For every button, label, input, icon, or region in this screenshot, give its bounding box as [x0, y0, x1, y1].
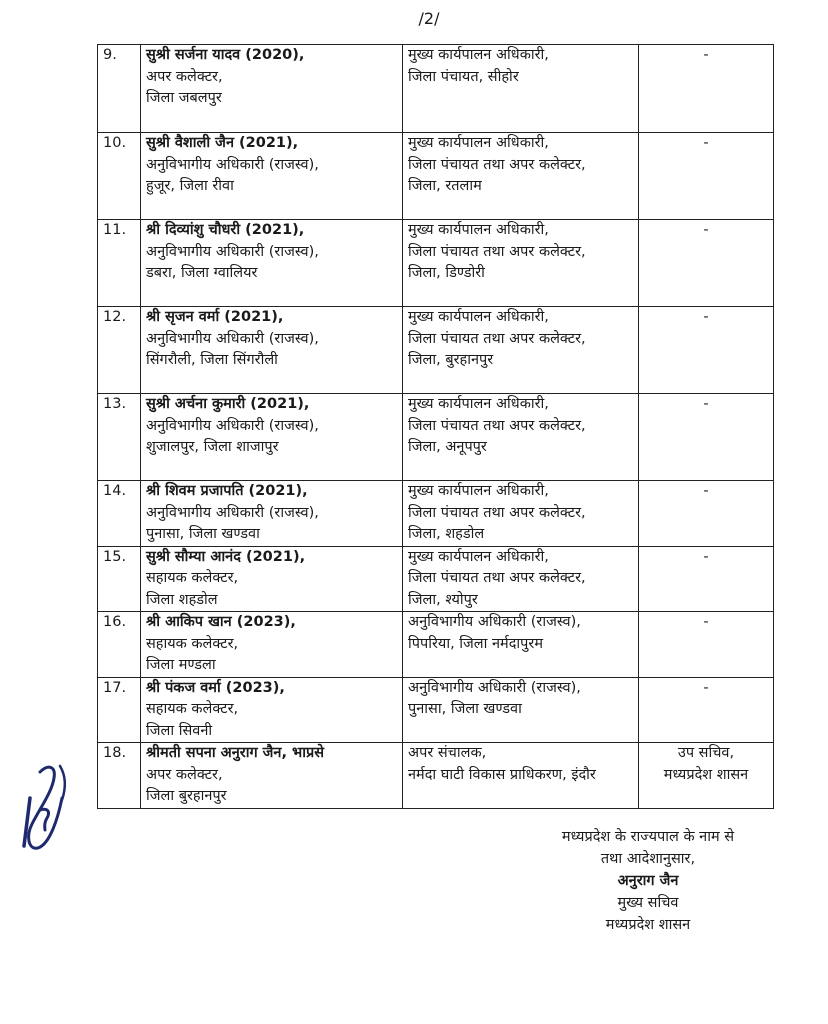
- new-posting-line: पुनासा, जिला खण्डवा: [408, 701, 522, 717]
- table-row: [98, 307, 774, 394]
- additional-charge-cell: [639, 481, 774, 547]
- officer-name: श्री सृजन वर्मा (2021),: [146, 309, 284, 325]
- serial-number-cell: 11.: [98, 220, 141, 307]
- new-posting-cell: [403, 743, 639, 809]
- signer-department: मध्यप्रदेश शासन: [605, 917, 691, 933]
- new-posting-line: जिला पंचायत तथा अपर कलेक्टर,: [408, 243, 586, 260]
- officer-cell: [141, 394, 403, 481]
- table-row: [98, 220, 774, 307]
- officer-cell: [141, 743, 403, 809]
- current-post-line: अपर कलेक्टर,: [146, 766, 223, 783]
- table-row: [98, 133, 774, 220]
- new-posting-cell: [403, 45, 639, 133]
- serial-number-cell: 12.: [98, 307, 141, 394]
- officer-cell: [141, 307, 403, 394]
- additional-charge-line: -: [703, 309, 709, 325]
- serial-number-cell: 13.: [98, 394, 141, 481]
- table-row: [98, 394, 774, 481]
- officer-cell: [141, 45, 403, 133]
- new-posting-line: मुख्य कार्यपालन अधिकारी,: [408, 47, 549, 63]
- new-posting-line: जिला पंचायत तथा अपर कलेक्टर,: [408, 504, 586, 521]
- current-post-line: जिला बुरहानपुर: [146, 788, 227, 804]
- serial-number-cell: 15.: [98, 546, 141, 612]
- current-post-line: जिला मण्डला: [146, 657, 216, 673]
- new-posting-line: मुख्य कार्यपालन अधिकारी,: [408, 483, 549, 499]
- officer-name: श्री आकिप खान (2023),: [146, 614, 296, 630]
- officer-cell: [141, 220, 403, 307]
- new-posting-line: अपर संचालक,: [408, 745, 487, 761]
- new-posting-line: जिला, रतलाम: [408, 178, 482, 194]
- new-posting-line: जिला, डिण्डोरी: [408, 265, 485, 281]
- current-post-line: अपर कलेक्टर,: [146, 68, 223, 85]
- serial-number-cell: 17.: [98, 677, 141, 743]
- new-posting-line: नर्मदा घाटी विकास प्राधिकरण, इंदौर: [408, 766, 596, 783]
- officer-name: सुश्री सौम्या आनंद (2021),: [146, 548, 306, 565]
- additional-charge-cell: [639, 307, 774, 394]
- additional-charge-line: -: [703, 396, 709, 412]
- officer-name: सुश्री अर्चना कुमारी (2021),: [146, 396, 310, 412]
- additional-charge-line: -: [703, 679, 709, 696]
- additional-charge-cell: [639, 133, 774, 220]
- new-posting-line: मुख्य कार्यपालन अधिकारी,: [408, 222, 549, 238]
- serial-number-cell: 14.: [98, 481, 141, 547]
- signer-name: अनुराग जैन: [617, 873, 679, 889]
- additional-charge-line: -: [703, 222, 709, 238]
- new-posting-line: मुख्य कार्यपालन अधिकारी,: [408, 548, 549, 565]
- additional-charge-line: -: [703, 47, 709, 63]
- additional-charge-line: -: [703, 614, 709, 630]
- serial-number-cell: 10.: [98, 133, 141, 220]
- table-row: [98, 677, 774, 743]
- new-posting-line: पिपरिया, जिला नर्मदापुरम: [408, 635, 544, 652]
- new-posting-line: जिला, बुरहानपुर: [408, 352, 494, 368]
- additional-charge-cell: [639, 546, 774, 612]
- new-posting-line: जिला पंचायत तथा अपर कलेक्टर,: [408, 570, 586, 586]
- new-posting-line: मुख्य कार्यपालन अधिकारी,: [408, 396, 549, 412]
- page-number: /2/: [418, 9, 440, 28]
- officer-name: सुश्री सर्जना यादव (2020),: [146, 47, 305, 63]
- additional-charge-line: -: [703, 548, 709, 565]
- officer-name: श्रीमती सपना अनुराग जैन, भाप्रसे: [146, 745, 325, 761]
- current-post-line: सहायक कलेक्टर,: [146, 701, 239, 717]
- new-posting-cell: [403, 394, 639, 481]
- new-posting-cell: [403, 481, 639, 547]
- new-posting-cell: [403, 612, 639, 678]
- additional-charge-cell: [639, 394, 774, 481]
- new-posting-cell: [403, 677, 639, 743]
- current-post-line: पुनासा, जिला खण्डवा: [146, 526, 260, 542]
- new-posting-line: जिला पंचायत तथा अपर कलेक्टर,: [408, 156, 586, 173]
- new-posting-line: अनुविभागीय अधिकारी (राजस्व),: [408, 679, 581, 696]
- new-posting-line: जिला, अनूपपुर: [408, 439, 487, 455]
- officer-name: श्री शिवम प्रजापति (2021),: [146, 483, 308, 499]
- current-post-line: हुजूर, जिला रीवा: [146, 178, 234, 194]
- current-post-line: अनुविभागीय अधिकारी (राजस्व),: [146, 504, 319, 521]
- new-posting-cell: [403, 133, 639, 220]
- officer-cell: [141, 133, 403, 220]
- additional-charge-cell: [639, 45, 774, 133]
- officer-cell: [141, 677, 403, 743]
- handwritten-initials-signature: [18, 758, 70, 858]
- order-line: तथा आदेशानुसार,: [600, 851, 696, 867]
- new-posting-cell: [403, 307, 639, 394]
- transfer-order-rows: [98, 45, 774, 809]
- additional-charge-cell: [639, 677, 774, 743]
- new-posting-cell: [403, 220, 639, 307]
- new-posting-line: मुख्य कार्यपालन अधिकारी,: [408, 309, 549, 325]
- officer-cell: [141, 612, 403, 678]
- current-post-line: अनुविभागीय अधिकारी (राजस्व),: [146, 243, 319, 260]
- table-row: [98, 743, 774, 809]
- officer-name: सुश्री वैशाली जैन (2021),: [146, 135, 299, 151]
- current-post-line: सहायक कलेक्टर,: [146, 635, 239, 652]
- officer-name: श्री पंकज वर्मा (2023),: [146, 679, 285, 696]
- new-posting-line: जिला पंचायत तथा अपर कलेक्टर,: [408, 417, 586, 434]
- current-post-line: जिला शहडोल: [146, 591, 218, 608]
- new-posting-cell: [403, 546, 639, 612]
- current-post-line: अनुविभागीय अधिकारी (राजस्व),: [146, 330, 319, 347]
- new-posting-line: जिला पंचायत, सीहोर: [408, 68, 519, 85]
- authority-line: मध्यप्रदेश के राज्यपाल के नाम से: [561, 829, 735, 845]
- serial-number-cell: 9.: [98, 45, 141, 133]
- serial-number-cell: 18.: [98, 743, 141, 809]
- additional-charge-cell: [639, 612, 774, 678]
- table-row: [98, 45, 774, 133]
- new-posting-line: जिला, शहडोल: [408, 526, 485, 542]
- officer-cell: [141, 481, 403, 547]
- additional-charge-cell: [639, 220, 774, 307]
- signature-block: [540, 826, 756, 936]
- signer-designation: मुख्य सचिव: [617, 895, 679, 911]
- new-posting-line: मुख्य कार्यपालन अधिकारी,: [408, 135, 549, 151]
- additional-charge-line: मध्यप्रदेश शासन: [663, 766, 749, 783]
- current-post-line: डबरा, जिला ग्वालियर: [146, 265, 258, 281]
- current-post-line: अनुविभागीय अधिकारी (राजस्व),: [146, 417, 319, 434]
- new-posting-line: जिला पंचायत तथा अपर कलेक्टर,: [408, 330, 586, 347]
- table-row: [98, 481, 774, 547]
- current-post-line: अनुविभागीय अधिकारी (राजस्व),: [146, 156, 319, 173]
- officer-cell: [141, 546, 403, 612]
- additional-charge-line: -: [703, 135, 709, 151]
- new-posting-line: जिला, श्योपुर: [408, 591, 478, 608]
- serial-number-cell: 16.: [98, 612, 141, 678]
- current-post-line: सहायक कलेक्टर,: [146, 570, 239, 586]
- current-post-line: सिंगरौली, जिला सिंगरौली: [146, 352, 278, 368]
- current-post-line: जिला जबलपुर: [146, 90, 222, 106]
- current-post-line: शुजालपुर, जिला शाजापुर: [146, 439, 279, 455]
- officer-name: श्री दिव्यांशु चौधरी (2021),: [146, 222, 305, 238]
- additional-charge-cell: [639, 743, 774, 809]
- additional-charge-line: -: [703, 483, 709, 499]
- table-row: [98, 612, 774, 678]
- transfer-order-table: [97, 44, 774, 809]
- table-row: [98, 546, 774, 612]
- current-post-line: जिला सिवनी: [146, 722, 213, 739]
- additional-charge-line: उप सचिव,: [677, 745, 735, 761]
- new-posting-line: अनुविभागीय अधिकारी (राजस्व),: [408, 614, 581, 630]
